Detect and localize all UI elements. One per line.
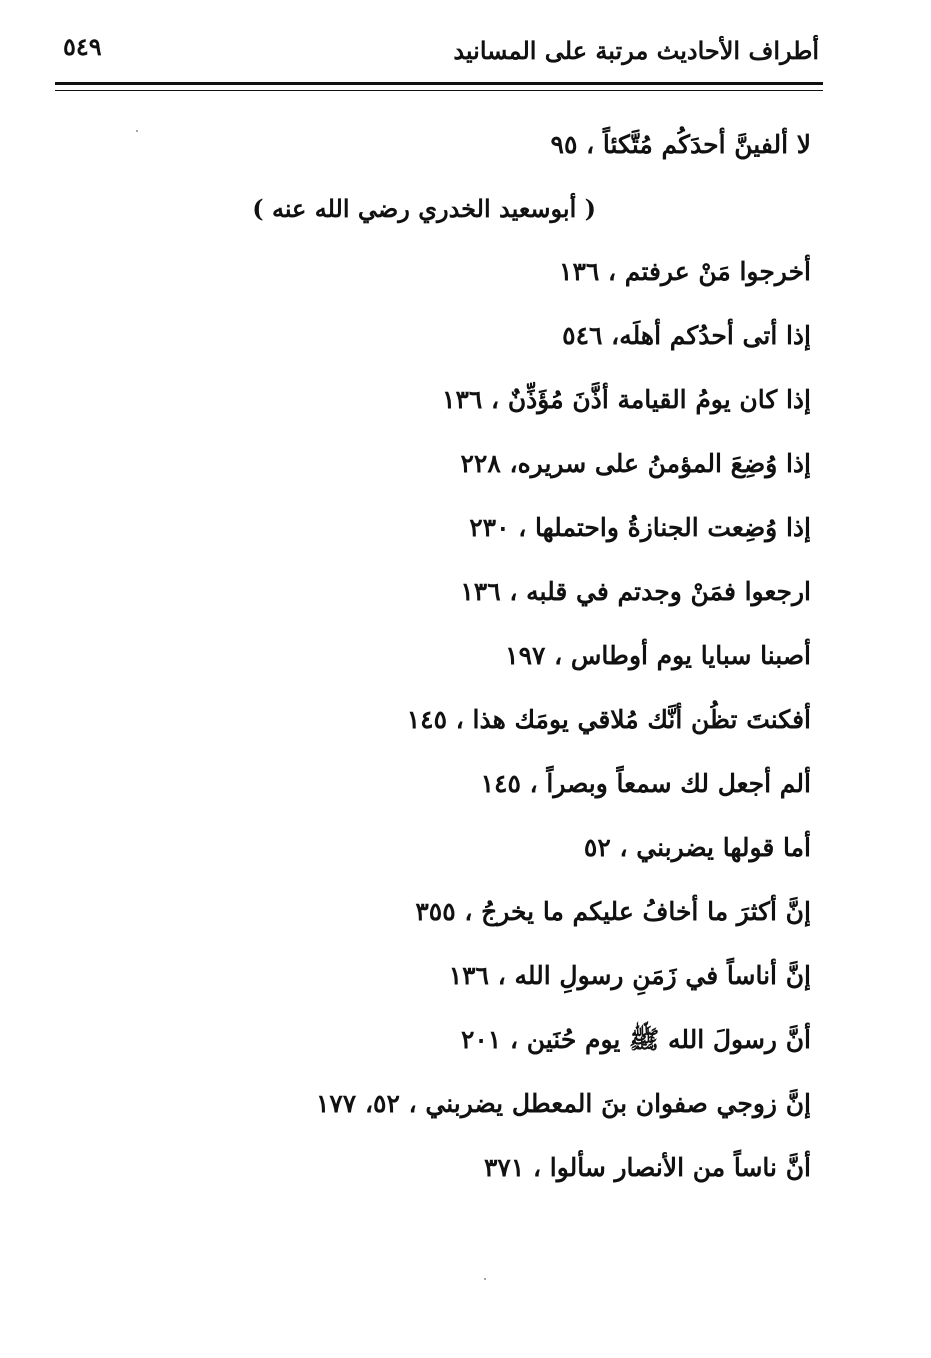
hadith-entry: أصبنا سبايا يوم أوطاس ، ١٩٧ [505, 641, 811, 670]
hadith-entry: إنَّ زوجي صفوان بنَ المعطل يضربني ، ٥٢، ١٧٧ [315, 1089, 811, 1118]
hadith-entry: أنَّ رسولَ الله ﷺ يوم حُنَين ، ٢٠١ [460, 1025, 811, 1054]
scan-speck [136, 130, 138, 132]
section-heading: ( أبوسعيد الخدري رضي الله عنه ) [252, 194, 596, 223]
hadith-entry: أفكنتَ تظُن أنَّك مُلاقي يومَك هذا ، ١٤٥ [406, 705, 811, 734]
header-rule-thin [55, 90, 823, 91]
hadith-entry: لا ألفينَّ أحدَكُم مُتَّكئاً ، ٩٥ [550, 130, 811, 159]
hadith-entry: إذا أتى أحدُكم أهلَه، ٥٤٦ [562, 321, 811, 350]
page-header [55, 28, 823, 72]
hadith-entry: إنَّ أكثرَ ما أخافُ عليكم ما يخرجُ ، ٣٥٥ [415, 897, 811, 926]
hadith-entry: أما قولها يضربني ، ٥٢ [583, 833, 811, 862]
hadith-entry: أخرجوا مَنْ عرفتم ، ١٣٦ [559, 257, 811, 286]
page-number: ٥٤٩ [63, 32, 102, 61]
hadith-entry: إذا وُضِعت الجنازةُ واحتملها ، ٢٣٠ [469, 513, 811, 542]
hadith-entry: إذا كان يومُ القيامة أذَّنَ مُؤَذِّنٌ ، ١٣٦ [442, 385, 811, 414]
hadith-entry: ألم أجعل لك سمعاً وبصراً ، ١٤٥ [480, 769, 811, 798]
hadith-entry: أنَّ ناساً من الأنصار سألوا ، ٣٧١ [483, 1153, 811, 1182]
hadith-entry: ارجعوا فمَنْ وجدتم في قلبه ، ١٣٦ [460, 577, 811, 606]
hadith-entry: إذا وُضِعَ المؤمنُ على سريره، ٢٢٨ [460, 449, 811, 478]
header-rule-thick [55, 82, 823, 85]
hadith-index-list [121, 130, 811, 1183]
running-title: أطراف الأحاديث مرتبة على المسانيد [453, 36, 819, 65]
hadith-entry: إنَّ أناساً في زَمَنِ رسولِ الله ، ١٣٦ [448, 961, 811, 990]
scan-speck [484, 1278, 486, 1280]
